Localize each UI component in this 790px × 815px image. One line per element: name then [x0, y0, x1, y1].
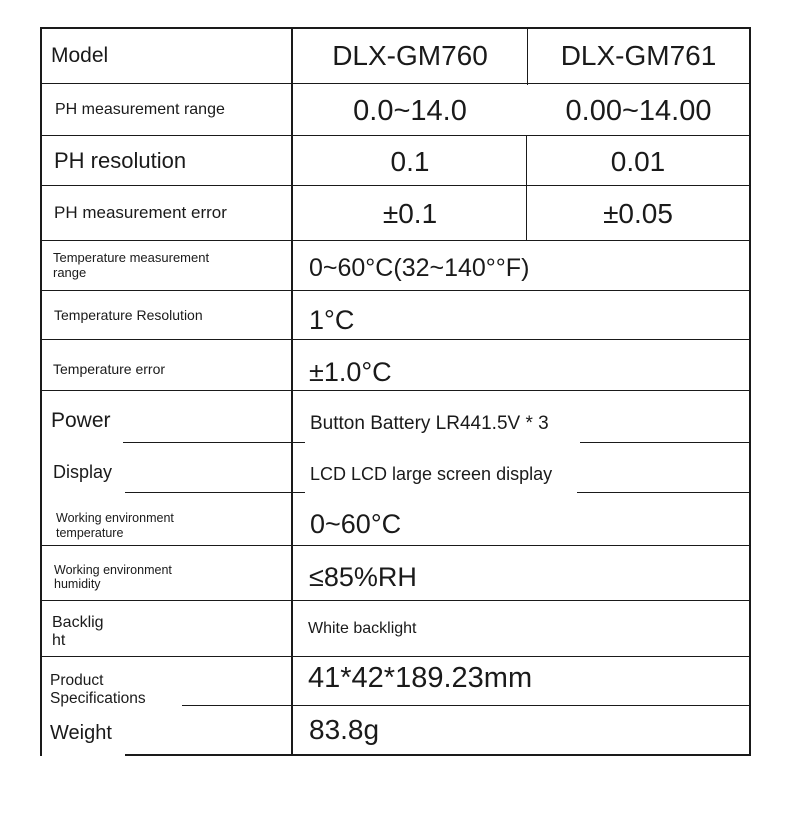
temp-range-label: Temperature measurement range [53, 249, 210, 280]
work-humidity-value: ≤85%RH [309, 561, 417, 592]
row-divider [580, 442, 751, 443]
border-left [40, 27, 42, 756]
border-bottom [125, 754, 751, 756]
work-humidity-label: Working environment humidity [54, 562, 172, 591]
ph-error-col1: ±0.1 [382, 198, 438, 229]
row-divider [182, 705, 751, 706]
power-value: Button Battery LR441.5V * 3 [310, 413, 549, 434]
model-col2-header: DLX-GM761 [560, 39, 717, 71]
backlight-label: Backlig ht [52, 613, 104, 649]
temp-resolution-value: 1°C [309, 304, 355, 335]
ph-resolution-col1: 0.1 [390, 145, 430, 177]
temp-error-label: Temperature error [53, 361, 166, 377]
display-label: Display [53, 462, 113, 482]
ph-range-col1: 0.0~14.0 [353, 95, 467, 127]
ph-resolution-col2: 0.01 [610, 145, 666, 177]
row-divider [123, 442, 305, 443]
temp-error-value: ±1.0°C [309, 356, 392, 387]
work-temp-value: 0~60°C [310, 508, 402, 539]
model-col1-header: DLX-GM760 [332, 39, 488, 71]
display-value: LCD LCD large screen display [310, 463, 553, 484]
row-divider [577, 492, 751, 493]
product-spec-value: 41*42*189.23mm [308, 661, 533, 694]
ph-error-label: PH measurement error [54, 203, 227, 222]
work-temp-label: Working environment temperature [56, 511, 174, 540]
backlight-value: White backlight [308, 619, 417, 637]
product-spec-label: Product Specifications [50, 672, 146, 707]
border-right [749, 27, 751, 756]
ph-range-label: PH measurement range [55, 100, 225, 118]
temp-resolution-label: Temperature Resolution [54, 307, 203, 323]
power-label: Power [51, 409, 111, 432]
temp-range-value: 0~60°C(32~140°°F) [309, 253, 530, 282]
ph-resolution-label: PH resolution [54, 147, 187, 173]
weight-value: 83.8g [309, 714, 380, 745]
ph-range-col2: 0.00~14.00 [565, 95, 712, 127]
weight-label: Weight [50, 721, 112, 744]
ph-error-col2: ±0.05 [603, 198, 673, 229]
spec-table [40, 27, 751, 756]
model-label: Model [51, 43, 109, 67]
